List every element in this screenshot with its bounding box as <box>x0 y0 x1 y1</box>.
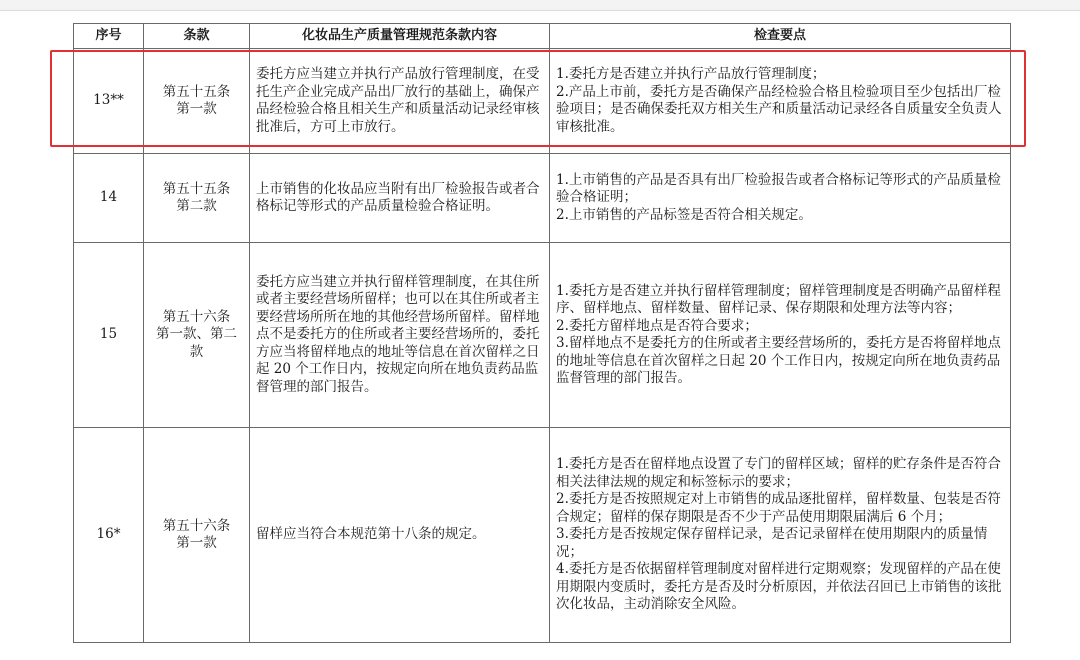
header-no: 序号 <box>74 24 144 49</box>
check-item: 2.产品上市前，委托方是否确保产品经检验合格且检验项目至少包括出厂检验项目；是否确保委托双方相关生产和质量活动记录经各自质量安全负责人审核批准。 <box>556 83 1002 135</box>
check-item: 2.委托方是否按照规定对上市销售的成品逐批留样，留样数量、包装是否符合规定；留样的保存期限是否不少于产品使用期限届满后 6 个月； <box>556 491 1001 525</box>
article-line: 第一款 <box>176 101 217 117</box>
check-item: 1.上市销售的产品是否具有出厂检验报告或者合格标记等形式的产品质量检验合格证明； <box>556 171 1001 206</box>
page-top-bar <box>0 0 1080 10</box>
check-item: 3.留样地点不是委托方的住所或者主要经营场所的，委托方是否将留样地点的地址等信息在首次留样之日起 20 个工作日内，按规定向所在地负责药品监督管理的部门报告。 <box>556 335 1001 386</box>
article-line: 第五十六条 <box>162 308 231 325</box>
article-line: 第一款、第二 <box>156 326 237 343</box>
row-article <box>144 49 250 154</box>
article-line: 第五十六条 <box>162 517 231 534</box>
row-check-points <box>550 243 1011 428</box>
row-content: 留样应当符合本规范第十八条的规定。 <box>250 428 550 643</box>
article-line: 款 <box>189 343 204 360</box>
check-item: 4.委托方是否依据留样管理制度对留样进行定期观察；发现留样的产品在使用期限内变质时，委托方是否及时分析原因，并依法召回已上市销售的该批次化妆品，主动消除安全风险。 <box>556 561 1002 613</box>
check-item: 1.委托方是否建立并执行留样管理制度；留样管理制度是否明确产品留样程序、留样地点、留样数量、留样记录、保存期限和处理方法等内容； <box>556 282 1001 316</box>
table-row <box>74 428 1011 643</box>
row-article <box>144 154 250 243</box>
check-item: 3.委托方是否按规定保存留样记录，是否记录留样在使用期限内的质量情况； <box>556 526 988 560</box>
header-content: 化妆品生产质量管理规范条款内容 <box>250 24 550 49</box>
header-article: 条款 <box>144 24 250 49</box>
row-content: 委托方应当建立并执行留样管理制度，在其住所或者主要经营场所留样；也可以在其住所或者主要经营场所所在地的其他经营场所留样。留样地点不是委托方的住所或者主要经营场所的，委托方应当将留样地点的地址等信息在首次留样之日起 20 个工作日内，按规定向所在地负责药品监督管理的部门报告。 <box>250 243 550 428</box>
article-line: 第五十五条 <box>162 180 231 197</box>
check-item: 1.委托方是否在留样地点设置了专门的留样区域；留样的贮存条件是否符合相关法律法规的规定和标签标示的要求； <box>556 456 1001 490</box>
row-article <box>144 428 250 643</box>
check-item: 1.委托方是否建立并执行产品放行管理制度； <box>556 66 826 82</box>
check-item: 2.上市销售的产品标签是否符合相关规定。 <box>556 206 812 223</box>
row-content: 上市销售的化妆品应当附有出厂检验报告或者合格标记等形式的产品质量检验合格证明。 <box>250 154 550 243</box>
inspection-table <box>73 23 1011 643</box>
row-article <box>144 243 250 428</box>
article-line: 第一款 <box>176 535 217 551</box>
row-check-points <box>550 428 1011 643</box>
row-content: 委托方应当建立并执行产品放行管理制度，在受托生产企业完成产品出厂放行的基础上，确保产品经检验合格且相关生产和质量活动记录经审核批准后，方可上市放行。 <box>250 49 550 154</box>
article-line: 第五十五条 <box>162 83 231 100</box>
article-line: 第二款 <box>176 198 217 214</box>
row-check-points <box>550 154 1011 243</box>
check-item: 2.委托方留样地点是否符合要求； <box>556 317 758 334</box>
row-number: 15 <box>74 243 144 428</box>
table-header-row <box>74 24 1011 49</box>
table-row <box>74 243 1011 428</box>
row-number: 13** <box>74 49 144 154</box>
table-row <box>74 154 1011 243</box>
page-top-divider <box>0 10 1080 11</box>
header-check: 检查要点 <box>550 24 1011 49</box>
row-number: 14 <box>74 154 144 243</box>
row-check-points <box>550 49 1011 154</box>
row-number: 16* <box>74 428 144 643</box>
table-row <box>74 49 1011 154</box>
